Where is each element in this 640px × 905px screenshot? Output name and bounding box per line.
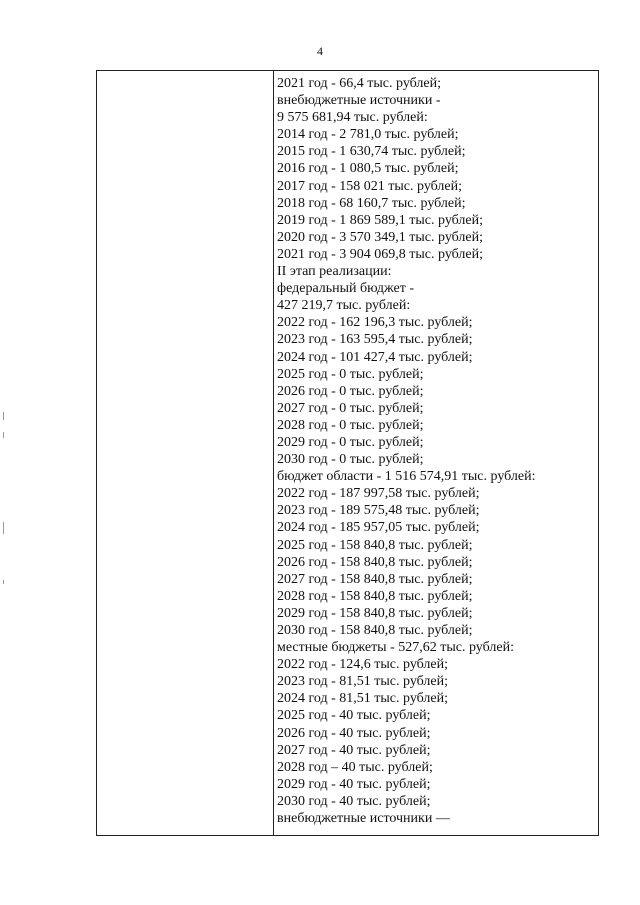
financing-line: 2022 год - 162 196,3 тыс. рублей;: [277, 315, 473, 331]
financing-line: внебюджетные источники -: [277, 93, 441, 109]
financing-line: местные бюджеты - 527,62 тыс. рублей:: [277, 640, 514, 656]
scan-margin-marks: [0, 0, 10, 905]
financing-line: 2026 год - 158 840,8 тыс. рублей;: [277, 554, 473, 570]
financing-line: 2027 год - 0 тыс. рублей;: [277, 400, 424, 416]
financing-line: 2023 год - 163 595,4 тыс. рублей;: [277, 332, 473, 348]
financing-line: 2025 год - 40 тыс. рублей;: [277, 708, 431, 724]
financing-line: бюджет области - 1 516 574,91 тыс. рублей:: [277, 469, 536, 485]
financing-line: 2028 год – 40 тыс. рублей;: [277, 759, 433, 775]
financing-line: 2024 год - 101 427,4 тыс. рублей;: [277, 349, 473, 365]
financing-line: 2017 год - 158 021 тыс. рублей;: [277, 178, 463, 194]
page-number: 4: [317, 44, 323, 58]
financing-line: 2015 год - 1 630,74 тыс. рублей;: [277, 144, 466, 160]
financing-line: 2027 год - 40 тыс. рублей;: [277, 742, 431, 758]
financing-line: 2019 год - 1 869 589,1 тыс. рублей;: [277, 212, 484, 228]
financing-line: 2021 год - 3 904 069,8 тыс. рублей;: [277, 246, 484, 262]
financing-line: 427 219,7 тыс. рублей:: [277, 298, 411, 314]
financing-line: 2028 год - 0 тыс. рублей;: [277, 417, 424, 433]
financing-line: 2023 год - 189 575,48 тыс. рублей;: [277, 503, 480, 519]
financing-line: 2029 год - 158 840,8 тыс. рублей;: [277, 605, 473, 621]
financing-line: 2027 год - 158 840,8 тыс. рублей;: [277, 571, 473, 587]
financing-line: 2016 год - 1 080,5 тыс. рублей;: [277, 161, 459, 177]
financing-table: [96, 70, 599, 836]
financing-line: 2020 год - 3 570 349,1 тыс. рублей;: [277, 229, 484, 245]
financing-line: 2021 год - 66,4 тыс. рублей;: [277, 76, 442, 91]
financing-line: 2029 год - 0 тыс. рублей;: [277, 434, 424, 450]
column-divider: [273, 71, 274, 835]
financing-line: 2030 год - 40 тыс. рублей;: [277, 793, 431, 809]
financing-line: 2022 год - 187 997,58 тыс. рублей;: [277, 486, 480, 502]
financing-line: 2023 год - 81,51 тыс. рублей;: [277, 674, 449, 690]
financing-line: 2026 год - 0 тыс. рублей;: [277, 383, 424, 399]
financing-line: 2024 год - 81,51 тыс. рублей;: [277, 691, 449, 707]
financing-line: 2030 год - 158 840,8 тыс. рублей;: [277, 623, 473, 638]
financing-line: 9 575 681,94 тыс. рублей:: [277, 110, 428, 126]
financing-line: 2022 год - 124,6 тыс. рублей;: [277, 657, 449, 673]
financing-line: 2029 год - 40 тыс. рублей;: [277, 776, 431, 792]
financing-line: 2028 год - 158 840,8 тыс. рублей;: [277, 588, 473, 604]
financing-line: II этап реализации:: [277, 264, 392, 280]
financing-line: федеральный бюджет -: [277, 281, 415, 297]
financing-line: 2025 год - 0 тыс. рублей;: [277, 366, 424, 382]
financing-line: 2030 год - 0 тыс. рублей;: [277, 452, 424, 468]
financing-line: 2025 год - 158 840,8 тыс. рублей;: [277, 537, 473, 553]
financing-line: 2026 год - 40 тыс. рублей;: [277, 725, 431, 741]
financing-line: 2018 год - 68 160,7 тыс. рублей;: [277, 195, 466, 211]
financing-line: внебюджетные источники —: [277, 811, 450, 827]
financing-line: 2024 год - 185 957,05 тыс. рублей;: [277, 520, 480, 536]
financing-line: 2014 год - 2 781,0 тыс. рублей;: [277, 127, 459, 143]
financing-cell: [277, 75, 595, 827]
